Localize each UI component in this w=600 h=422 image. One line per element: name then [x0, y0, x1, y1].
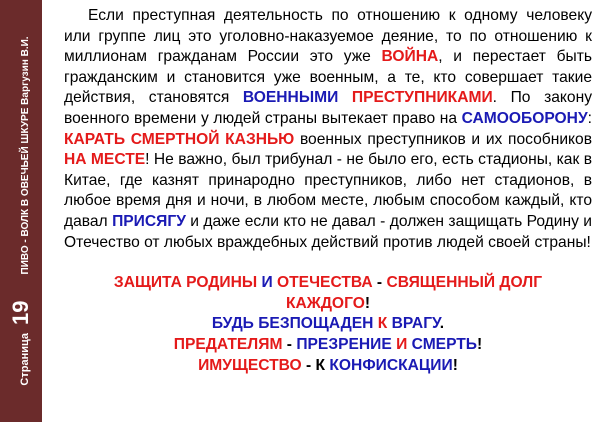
text-run: военных преступников и их пособников: [294, 130, 592, 148]
slogan-line: [64, 356, 592, 377]
emphasis-text: ВОЕННЫМИ: [242, 89, 339, 107]
emphasis-text: СВЯЩЕННЫЙ ДОЛГ: [386, 274, 543, 292]
text-run: и даже если кто не давал - должен защищать Родину и Отечество от любых враждебных действий против людей своей страны!: [64, 212, 592, 251]
emphasis-text: ВРАГУ: [391, 315, 440, 333]
text-run: , и перестает быть гражданским и становится уже военным, а те, кто совершает такие действия, становятся: [64, 48, 593, 107]
text-run: - К: [301, 356, 330, 374]
emphasis-text: ПРИСЯГУ: [112, 212, 186, 230]
emphasis-text: К: [373, 315, 392, 333]
emphasis-text: ВОЙНА: [381, 48, 439, 66]
text-run: :: [587, 109, 592, 127]
text-run: !: [364, 294, 371, 312]
body-paragraph: [64, 6, 592, 253]
text-run: Если преступная деятельность по отношению к одному человеку или группе лиц это уголовно-наказуемое деяние, то по отношению к миллионам гражданам России это уже: [64, 7, 592, 66]
emphasis-text: И: [257, 274, 278, 292]
emphasis-text: ЗАЩИТА РОДИНЫ: [113, 274, 258, 292]
text-run: [338, 89, 352, 106]
book-title: ПИВО - ВОЛК В ОВЕЧЬЕЙ ШКУРЕ Варгузин В.И.: [20, 36, 31, 275]
text-run: . По закону военного времени у людей страны вытекает право на: [64, 89, 592, 127]
emphasis-text: КАРАТЬ СМЕРТНОЙ КАЗНЬЮ: [64, 130, 295, 148]
text-run: -: [282, 335, 297, 353]
emphasis-text: ПРЕДАТЕЛЯМ: [173, 335, 283, 353]
text-run: !: [452, 356, 458, 374]
page-number: 19: [8, 300, 33, 325]
emphasis-text: ПРЕСТУПНИКАМИ: [351, 89, 493, 107]
emphasis-text: КАЖДОГО: [285, 294, 365, 312]
text-run: ! Не важно, был трибунал - не было его, есть стадионы, как в Китае, где казнят принародно преступников, либо нет стадионов, в любое время дня и ночи, в любом месте, любым способом каждый, кто давал: [64, 151, 593, 230]
text-run: -: [372, 274, 387, 292]
slogan-block: [64, 273, 592, 376]
main-content: [64, 6, 592, 376]
text-run: !: [477, 335, 483, 353]
slogan-line: [64, 273, 592, 314]
sidebar-caption: [8, 36, 34, 385]
emphasis-text: СМЕРТЬ: [411, 335, 478, 353]
emphasis-text: САМООБОРОНУ: [461, 109, 588, 127]
slogan-line: [64, 335, 592, 356]
text-run: .: [439, 315, 445, 333]
page-sidebar: [0, 0, 42, 422]
emphasis-text: БУДЬ БЕЗПОЩАДЕН: [211, 315, 374, 333]
emphasis-text: ОТЕЧЕСТВА: [277, 274, 373, 292]
emphasis-text: ИМУЩЕСТВО: [198, 356, 302, 374]
emphasis-text: НА МЕСТЕ: [64, 151, 146, 169]
emphasis-text: И: [391, 335, 412, 353]
slogan-line: [64, 314, 592, 335]
page-label: Страница: [19, 332, 31, 386]
emphasis-text: КОНФИСКАЦИИ: [329, 356, 453, 374]
emphasis-text: ПРЕЗРЕНИЕ: [296, 335, 392, 353]
